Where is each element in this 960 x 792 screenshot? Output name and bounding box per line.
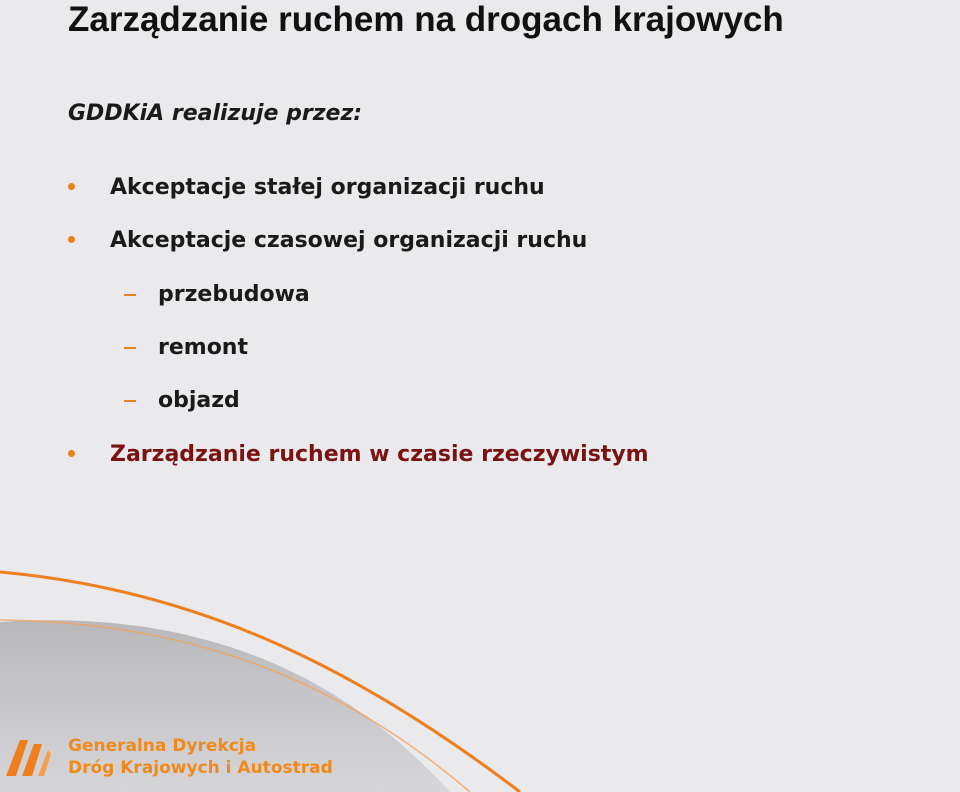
logo-line-1: Generalna Dyrekcja (68, 736, 257, 756)
sub-bullet-text: przebudowa (158, 282, 310, 307)
dash-icon (124, 294, 136, 296)
logo-line-2: Dróg Krajowych i Autostrad (68, 758, 333, 778)
gddkia-logo (0, 730, 340, 790)
dash-icon (124, 347, 136, 349)
bullet-text: Akceptacje czasowej organizacji ruchu (110, 228, 588, 253)
road-logo-icon (4, 734, 52, 778)
bullet-dot-icon (68, 236, 75, 243)
bullet-text: Akceptacje stałej organizacji ruchu (110, 175, 545, 200)
bullet-dot-icon (68, 183, 75, 190)
bullet-text-highlight: Zarządzanie ruchem w czasie rzeczywistym (110, 442, 649, 467)
slide-title: Zarządzanie ruchem na drogach krajowych (68, 0, 784, 39)
bullet-dot-icon (68, 450, 75, 457)
slide-subtitle: GDDKiA realizuje przez: (68, 101, 363, 126)
sub-bullet-text: objazd (158, 388, 240, 413)
dash-icon (124, 400, 136, 402)
sub-bullet-text: remont (158, 335, 248, 360)
